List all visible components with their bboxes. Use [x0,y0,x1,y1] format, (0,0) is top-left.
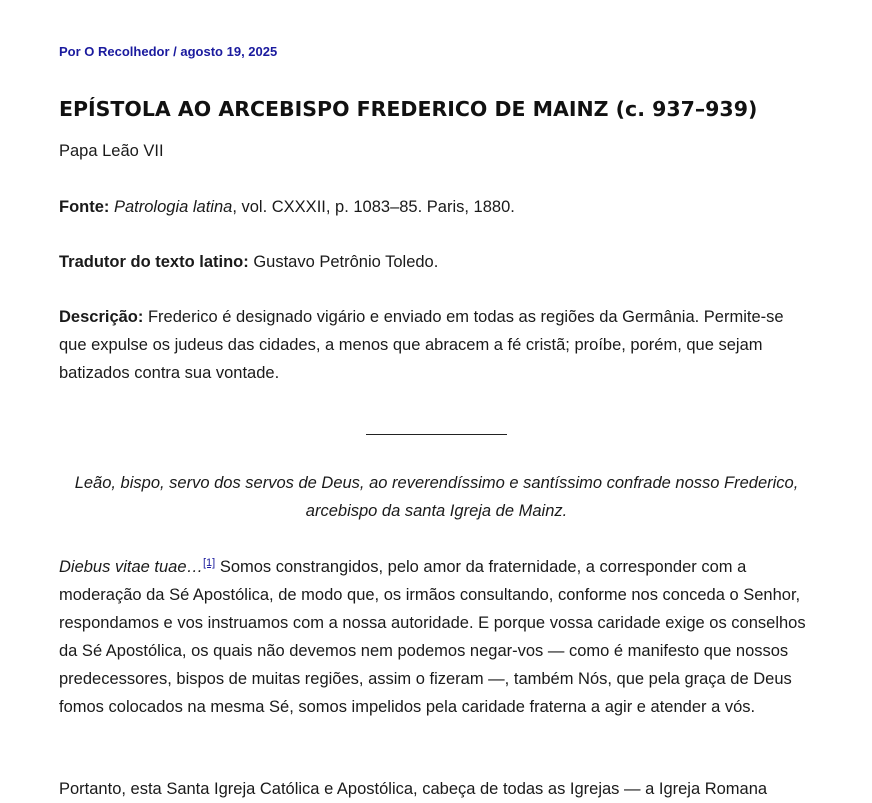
footnote-ref [203,554,215,569]
footnote-link[interactable]: [1] [203,557,216,569]
body-paragraph-1 [59,553,814,721]
description-text: Frederico é designado vigário e enviado em todas as regiões da Germânia. Permite-se que expulse os judeus das cidades, a menos que abracem a fé cristã; proíbe, porém, que sejam batizados contra sua vontade. [59,308,784,382]
source-label: Fonte: [59,198,110,216]
salutation: Leão, bispo, servo dos servos de Deus, ao reverendíssimo e santíssimo confrade nosso Frederico, arcebispo da santa Igreja de Mainz. [74,474,799,520]
author-line: Papa Leão VII [59,142,164,160]
source-work: Patrologia latina [114,198,233,216]
section-divider [366,434,507,435]
body-paragraph-1-text: Somos constrangidos, pelo amor da fraternidade, a corresponder com a moderação da Sé Apostólica, de modo que, os irmãos consultando, conforme nos conceda o Senhor, respondamos e vos instruamos com a nossa autoridade. E porque vossa caridade exige os conselhos da Sé Apostólica, os quais não devemos nem podemos negar-vos — como é manifesto que nossos predecessores, bispos de muitas regiões, assim o fizeram —, também Nós, que pela graça de Deus fomos colocados na mesma Sé, somos impelidos pela caridade fraterna a agir e atender a vós. [59,558,806,716]
translator-name: Gustavo Petrônio Toledo. [248,253,439,271]
source-paragraph [59,193,814,221]
page-title: EPÍSTOLA AO ARCEBISPO FREDERICO DE MAINZ (c. 937–939) [59,97,758,121]
source-rest: , vol. CXXXII, p. 1083–85. Paris, 1880. [232,198,515,216]
author-prefix: Por [59,44,85,59]
date-link[interactable]: agosto 19, 2025 [180,44,278,59]
translator-label: Tradutor do texto latino: [59,253,249,271]
description-paragraph [59,303,814,387]
meta-separator: / [169,44,181,59]
body-paragraph-2: Portanto, esta Santa Igreja Católica e Apostólica, cabeça de todas as Igrejas — a Igreja Romana [59,780,768,798]
translator-paragraph [59,248,814,276]
description-label: Descrição: [59,308,144,326]
author-link[interactable]: O Recolhedor [84,44,170,59]
post-meta [59,44,277,60]
latin-incipit: Diebus vitae tuae… [59,558,203,576]
